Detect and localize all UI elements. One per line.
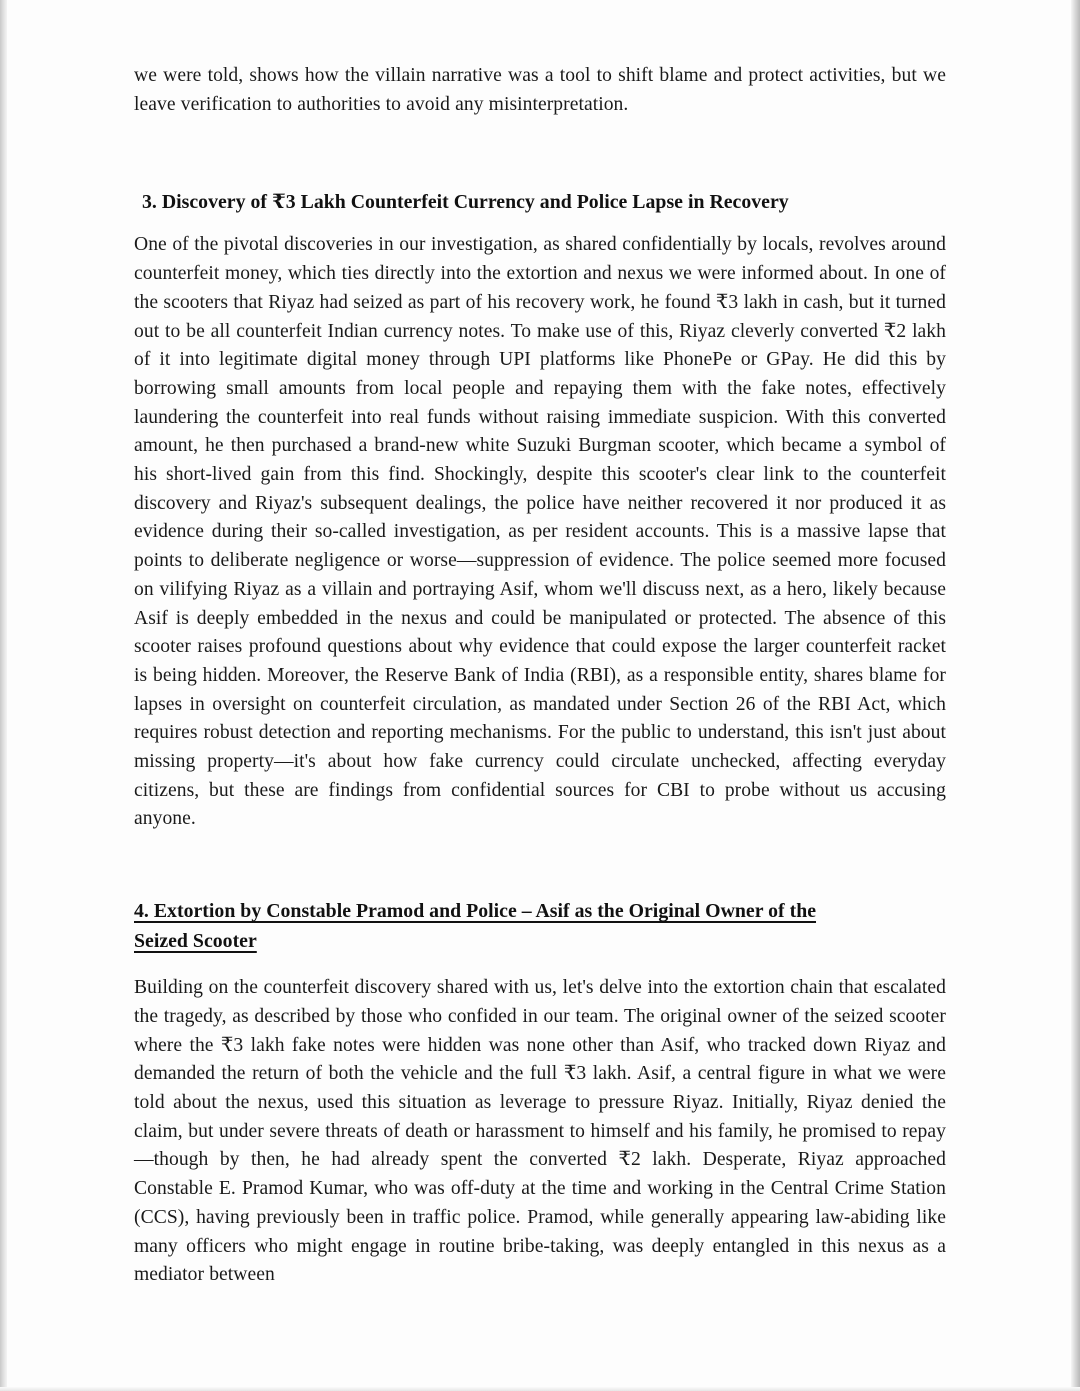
section-4-heading	[134, 896, 946, 956]
section-4-heading-line-2: Seized Scooter	[134, 930, 257, 953]
page-content	[134, 0, 946, 1290]
scan-edge-left	[0, 0, 7, 1391]
spacer	[134, 216, 946, 231]
section-4-body: Building on the counterfeit discovery shared with us, let's delve into the extortion chain that escalated the tragedy, as described by those who confided in our team. The original owner of the seized scooter where the ₹3 lakh fake notes were hidden was none other than Asif, who tracked down Riyaz and demanded the return of both the vehicle and the full ₹3 lakh. Asif, a central figure in what we were told about the nexus, used this situation as leverage to pressure Riyaz. Initially, Riyaz denied the claim, but under severe threats of death or harassment to himself and his family, he promised to repay—though by then, he had already spent the converted ₹2 lakh. Desperate, Riyaz approached Constable E. Pramod Kumar, who was off-duty at the time and working in the Central Crime Station (CCS), having previously been in traffic police. Pramod, while generally appearing law-abiding like many officers who might engage in routine bribe-taking, was deeply entangled in this nexus as a mediator between	[134, 977, 946, 1286]
section-3-body: One of the pivotal discoveries in our investigation, as shared confidentially by locals, revolves around counterfeit money, which ties directly into the extortion and nexus we were informed about. In one of the scooters that Riyaz had seized as part of his recovery work, he found ₹3 lakh in cash, but it turned out to be all counterfeit Indian currency notes. To make use of this, Riyaz cleverly converted ₹2 lakh of it into legitimate digital money through UPI platforms like PhonePe or GPay. He did this by borrowing small amounts from local people and repaying them with the fake notes, effectively laundering the counterfeit into real funds without raising immediate suspicion. With this converted amount, he then purchased a brand-new white Suzuki Burgman scooter, which became a symbol of his short-lived gain from this find. Shockingly, despite this scooter's clear link to the counterfeit discovery and Riyaz's subsequent dealings, the police have neither recovered it nor produced it as evidence during their so-called investigation, as per resident accounts. This is a massive lapse that points to deliberate negligence or worse—suppression of evidence. The police seemed more focused on vilifying Riyaz as a villain and portraying Asif, whom we'll discuss next, as a hero, likely because Asif is deeply embedded in the nexus and could be manipulated or protected. The absence of this scooter raises profound questions about why evidence that could expose the larger counterfeit racket is being hidden. Moreover, the Reserve Bank of India (RBI), as a responsible entity, shares blame for lapses in oversight on counterfeit circulation, as mandated under Section 26 of the RBI Act, which requires robust detection and reporting mechanisms. For the public to understand, this isn't just about missing property—it's about how fake currency could circulate unchecked, affecting everyday citizens, but these are findings from confidential sources for CBI to probe without us accusing anyone.	[134, 234, 946, 830]
section-3-heading: 3. Discovery of ₹3 Lakh Counterfeit Currency and Police Lapse in Recovery	[142, 191, 789, 214]
scan-edge-right	[1071, 0, 1080, 1391]
spacer	[134, 956, 946, 974]
continued-paragraph: we were told, shows how the villain narrative was a tool to shift blame and protect activities, but we leave verification to authorities to avoid any misinterpretation.	[134, 65, 946, 115]
spacer	[134, 834, 946, 896]
scan-edge-bottom	[0, 1387, 1080, 1391]
section-4-heading-line-1: 4. Extortion by Constable Pramod and Police – Asif as the Original Owner of the	[134, 900, 817, 923]
spacer	[134, 119, 946, 188]
